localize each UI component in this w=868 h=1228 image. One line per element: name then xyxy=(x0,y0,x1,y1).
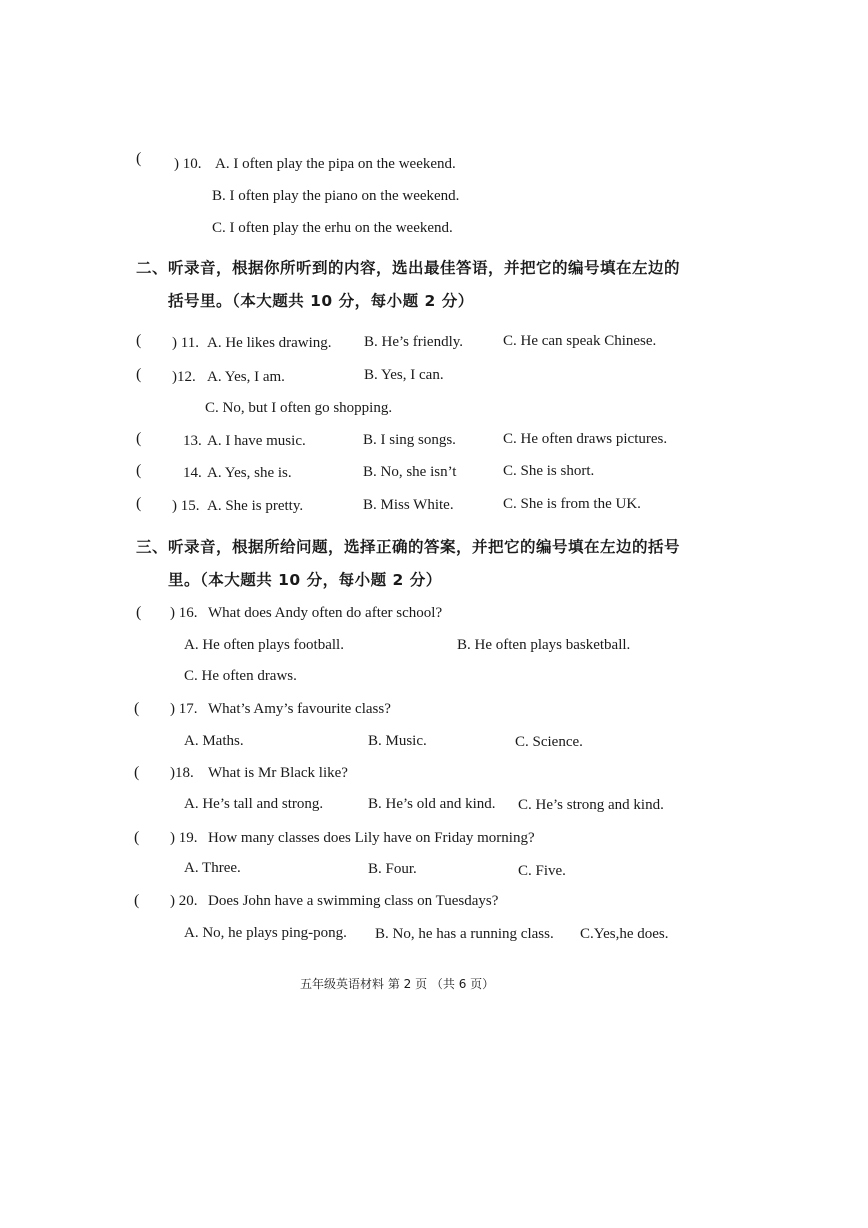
option-c: C. Science. xyxy=(515,734,583,750)
question-number: ) 19. xyxy=(170,830,198,846)
option-c: C. She is from the UK. xyxy=(503,496,641,512)
question-number: ) 11. xyxy=(172,335,199,351)
option-c: C. She is short. xyxy=(503,463,595,479)
question-text: How many classes does Lily have on Friday morning? xyxy=(208,830,535,846)
option-a: A. Yes, I am. xyxy=(207,369,285,385)
question-number: ) 17. xyxy=(170,701,198,717)
option-b: B. He’s old and kind. xyxy=(368,796,496,812)
question-number: )12. xyxy=(172,369,196,385)
question-text: What’s Amy’s favourite class? xyxy=(208,701,391,717)
option-b: B. No, she isn’t xyxy=(363,464,457,480)
question-text: What does Andy often do after school? xyxy=(208,605,443,621)
option-a: A. Maths. xyxy=(184,733,244,749)
section-heading: 二、听录音，根据你所听到的内容，选出最佳答语，并把它的编号填在左边的 xyxy=(136,259,681,277)
option-b: B. He often plays basketball. xyxy=(457,637,631,653)
option-c: C.Yes,he does. xyxy=(580,926,669,942)
option-c: C. He can speak Chinese. xyxy=(503,333,657,349)
section-heading-cont: 括号里。（本大题共 10 分，每小题 2 分） xyxy=(168,292,474,310)
option-c: C. He often draws. xyxy=(184,668,297,684)
option-a: A. He’s tall and strong. xyxy=(184,796,324,812)
answer-paren: ( xyxy=(136,430,142,447)
section-heading-cont: 里。（本大题共 10 分，每小题 2 分） xyxy=(168,571,442,589)
option-c: C. Five. xyxy=(518,863,566,879)
option-b: B. Music. xyxy=(368,733,427,749)
answer-paren: ( xyxy=(134,829,140,846)
answer-paren: ( xyxy=(136,462,142,479)
option-a: A. I often play the pipa on the weekend. xyxy=(215,156,456,172)
question-number: ) 20. xyxy=(170,893,198,909)
answer-paren: ( xyxy=(134,892,140,909)
question-text: What is Mr Black like? xyxy=(208,765,348,781)
option-a: A. He likes drawing. xyxy=(207,335,332,351)
question-number: )18. xyxy=(170,765,194,781)
answer-paren: ( xyxy=(134,764,140,781)
answer-paren: ( xyxy=(136,604,142,621)
option-a: A. Yes, she is. xyxy=(207,465,292,481)
option-a: A. I have music. xyxy=(207,433,306,449)
option-c: C. No, but I often go shopping. xyxy=(205,400,393,416)
option-b: B. No, he has a running class. xyxy=(375,926,554,942)
option-c: C. He often draws pictures. xyxy=(503,431,668,447)
option-a: A. She is pretty. xyxy=(207,498,304,514)
question-number: 13. xyxy=(183,433,202,449)
question-number: ) 16. xyxy=(170,605,198,621)
option-c: C. He’s strong and kind. xyxy=(518,797,664,813)
option-b: B. He’s friendly. xyxy=(364,334,464,350)
question-text: Does John have a swimming class on Tuesdays? xyxy=(208,893,499,909)
option-b: B. Miss White. xyxy=(363,497,454,513)
page-footer: 五年级英语材料 第 2 页 （共 6 页） xyxy=(300,977,495,991)
question-number: ) 10. xyxy=(174,156,202,172)
option-a: A. No, he plays ping-pong. xyxy=(184,925,347,941)
answer-paren: ( xyxy=(134,700,140,717)
option-b: B. I sing songs. xyxy=(363,432,456,448)
answer-paren: ( xyxy=(136,366,142,383)
option-b: B. Four. xyxy=(368,861,417,877)
option-a: A. He often plays football. xyxy=(184,637,344,653)
option-c: C. I often play the erhu on the weekend. xyxy=(212,220,453,236)
section-heading: 三、听录音，根据所给问题，选择正确的答案，并把它的编号填在左边的括号 xyxy=(136,538,681,556)
answer-paren: ( xyxy=(136,150,142,167)
question-number: ) 15. xyxy=(172,498,200,514)
option-a: A. Three. xyxy=(184,860,241,876)
option-b: B. Yes, I can. xyxy=(364,367,444,383)
option-b: B. I often play the piano on the weekend. xyxy=(212,188,460,204)
answer-paren: ( xyxy=(136,495,142,512)
answer-paren: ( xyxy=(136,332,142,349)
question-number: 14. xyxy=(183,465,202,481)
